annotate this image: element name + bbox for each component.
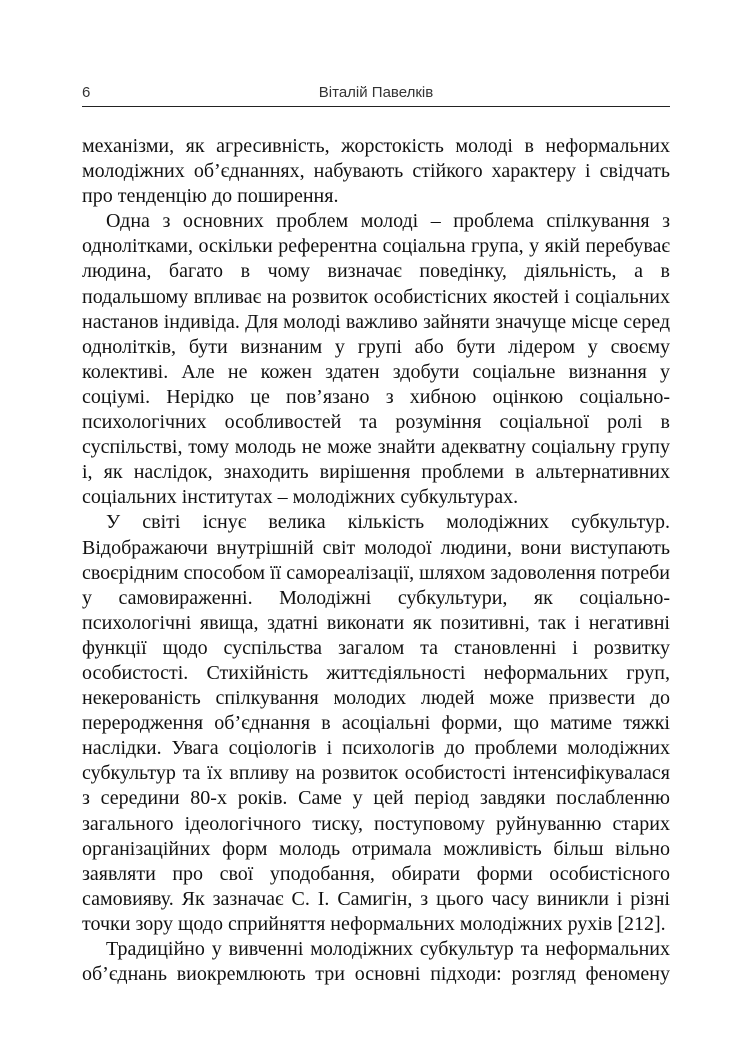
text-line: некерованість спілкування молодих людей може призвести до <box>82 687 670 710</box>
text-line: Відображаючи внутрішній світ молодої людини, вони виступають <box>82 536 670 559</box>
body-text <box>82 134 670 987</box>
running-title: Віталій Павелків <box>318 84 434 101</box>
text-line: психологічних особливостей та розуміння соціальної ролі в <box>82 411 670 434</box>
running-header <box>82 82 670 107</box>
text-line: У світі існує велика кількість молодіжних субкультур. <box>106 511 670 534</box>
text-line: у самовираженні. Молодіжні субкультури, як соціально- <box>82 586 670 609</box>
text-line: соціумі. Нерідко це пов’язано з хибною оцінкою соціально- <box>82 385 670 408</box>
text-line: загального ідеологічного тиску, поступовому руйнуванню старих <box>82 812 670 835</box>
text-line: об’єднань виокремлюють три основні підходи: розгляд феномену <box>82 963 670 986</box>
text-line: колективі. Але не кожен здатен здобути соціальне визнання у <box>82 360 670 383</box>
text-line: Традиційно у вивченні молодіжних субкультур та неформальних <box>106 938 670 960</box>
text-line: соціальних інститутах – молодіжних субкультурах. <box>82 486 519 509</box>
text-line: настанов індивіда. Для молоді важливо зайняти значуще місце серед <box>82 310 670 333</box>
text-line: психологічні явища, здатні виконати як позитивні, так і негативні <box>82 611 670 634</box>
text-line: переродження об’єднання в асоціальні форми, що матиме тяжкі <box>82 712 670 735</box>
paragraph-1 <box>82 134 670 209</box>
page-number: 6 <box>82 84 91 101</box>
text-line: людина, багато в чому визначає поведінку, діяльність, а в <box>82 260 670 283</box>
text-line: молодіжних об’єднаннях, набувають стійкого характеру і свідчать <box>82 160 670 183</box>
paragraph-3 <box>82 510 670 937</box>
text-line: з середини 80-х років. Саме у цей період завдяки послабленню <box>82 787 670 810</box>
text-line: своєрідним способом її самореалізації, шляхом задоволення потреби <box>82 561 670 584</box>
text-line: точки зору щодо сприйняття неформальних молодіжних рухів [212]. <box>82 912 666 935</box>
text-line: однолітків, бути визнаним у групі або бути лідером у своєму <box>82 335 670 358</box>
text-line: однолітками, оскільки референтна соціальна група, у якій перебуває <box>82 235 670 258</box>
text-line: самовияву. Як зазначає С. І. Самигін, з цього часу виникли і різні <box>82 887 670 910</box>
text-line: і, як наслідок, знаходить вирішення проблеми в альтернативних <box>82 461 670 484</box>
text-line: організаційних форм молодь отримала можливість більш вільно <box>82 837 670 860</box>
text-line: механізми, як агресивність, жорстокість молоді в неформальних <box>82 135 670 157</box>
text-line: наслідки. Увага соціологів і психологів до проблеми молодіжних <box>82 737 670 760</box>
paragraph-4 <box>82 937 670 987</box>
text-line: про тенденцію до поширення. <box>82 185 339 208</box>
text-line: функції щодо суспільства загалом та становленні і розвитку <box>82 636 670 659</box>
text-line: субкультур та їх впливу на розвиток особистості інтенсифікувалася <box>82 762 670 785</box>
paragraph-2 <box>82 209 670 510</box>
text-line: Одна з основних проблем молоді – проблема спілкування з <box>106 210 670 233</box>
text-line: особистості. Стихійність життєдіяльності неформальних груп, <box>82 661 670 684</box>
text-line: заявляти про свої уподобання, обирати форми особистісного <box>82 862 670 885</box>
text-line: подальшому впливає на розвиток особистісних якостей і соціальних <box>82 285 670 308</box>
text-line: суспільстві, тому молодь не може знайти адекватну соціальну групу <box>82 436 670 459</box>
